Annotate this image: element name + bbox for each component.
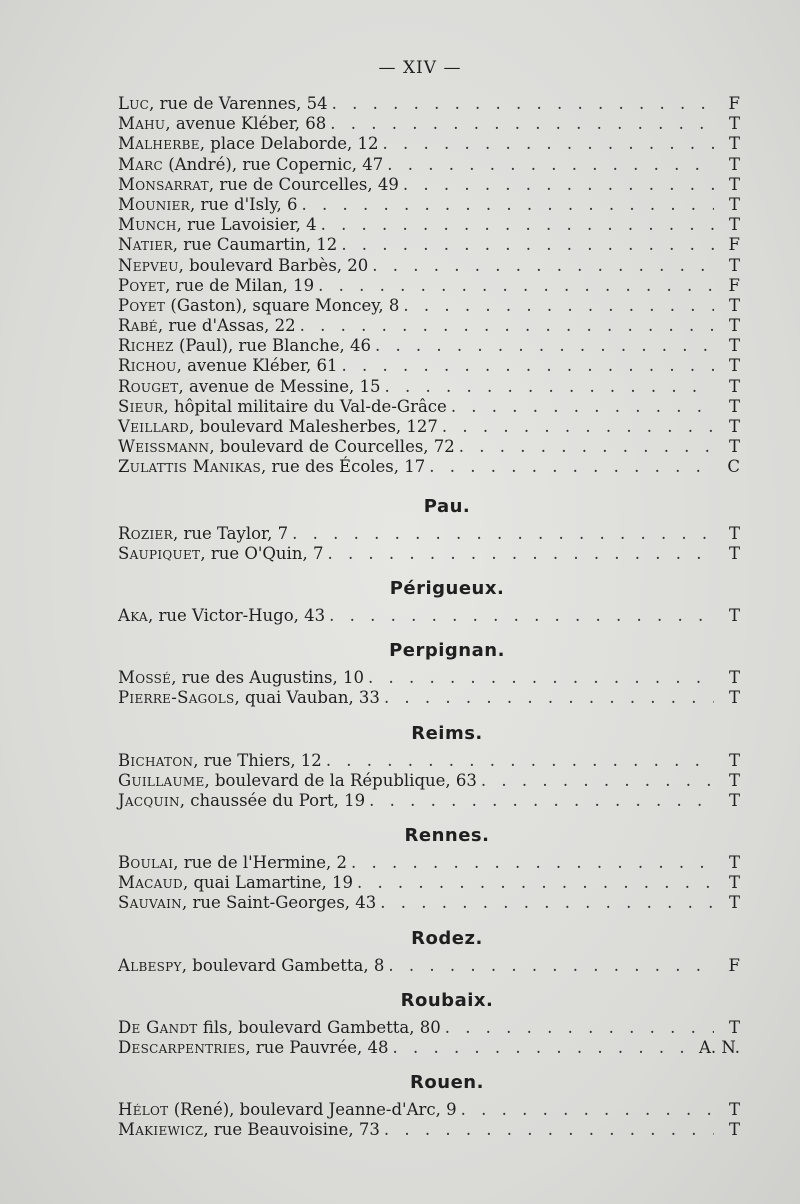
entry-address: rue Taylor, 7 <box>183 523 289 543</box>
dot-leader <box>388 956 714 976</box>
directory-entry: Monsarrat , rue de Courcelles, 49 . . . T <box>118 175 740 195</box>
entry-address: rue Saint-Georges, 43 <box>192 893 377 913</box>
dot-leader <box>380 893 714 913</box>
city-heading: Rodez. <box>411 927 483 949</box>
dot-leader <box>369 791 714 811</box>
dot-leader <box>375 336 714 356</box>
entry-name: Albespy <box>118 955 182 975</box>
page-number: — XIV — <box>378 58 462 78</box>
entry-code: T <box>728 356 740 376</box>
entry-name: Monsarrat <box>118 174 209 194</box>
entry-name: Munch <box>118 215 177 235</box>
entry-code: T <box>728 174 740 194</box>
entry-name: Jacquin <box>118 790 180 810</box>
entry-address: avenue de Messine, 15 <box>189 376 381 396</box>
directory-entry: Malherbe , place Delaborde, 12 . . . T <box>118 134 740 154</box>
directory-entry: Makiewicz , rue Beauvoisine, 73 . . . T <box>118 1120 740 1140</box>
dot-leader <box>392 1038 692 1058</box>
dot-leader <box>318 276 714 296</box>
dot-leader <box>332 94 714 114</box>
directory-entry: Veillard , boulevard Malesherbes, 127 . . . T <box>118 417 740 437</box>
entry-address: rue Lavoisier, 4 <box>187 215 317 235</box>
entry-code: F <box>728 94 740 113</box>
directory-entry: Richou , avenue Kléber, 61 . . . T <box>118 356 740 376</box>
entry-code: T <box>728 376 740 396</box>
entry-code: T <box>728 770 740 790</box>
directory-entry <box>118 155 740 175</box>
entry-name: Richou <box>118 356 177 376</box>
entry-name: Nepveu <box>118 255 179 275</box>
entry-name: Macaud <box>118 873 183 893</box>
directory-entry: Mounier , rue d'Isly, 6 . . . T <box>118 195 740 215</box>
dot-leader <box>321 215 714 235</box>
dot-leader <box>383 134 714 154</box>
dot-leader <box>292 524 714 544</box>
entry-code: T <box>728 750 740 770</box>
entry-address: rue d'Assas, 22 <box>168 316 296 336</box>
directory-entry: Rozier , rue Taylor, 7 . . . T <box>118 524 740 544</box>
entry-address: (René), boulevard Jeanne-d'Arc, 9 <box>173 1100 457 1120</box>
dot-leader <box>459 437 714 457</box>
directory-entry: Albespy , boulevard Gambetta, 8 . . . F <box>118 956 740 976</box>
entry-address: boulevard Barbès, 20 <box>189 255 369 275</box>
entry-name: Pierre-Sagols <box>118 688 235 708</box>
entry-address: boulevard de Courcelles, 72 <box>219 437 455 457</box>
city-heading: Reims. <box>411 722 483 744</box>
entry-code: A. N. <box>698 1038 740 1057</box>
entry-address: rue de Courcelles, 49 <box>219 174 399 194</box>
directory-entry: Nepveu , boulevard Barbès, 20 . . . T <box>118 256 740 276</box>
entry-code: T <box>728 215 740 235</box>
entry-name: Malherbe <box>118 134 200 154</box>
entry-address: (André), rue Copernic, 47 <box>168 154 384 174</box>
dot-leader <box>403 175 714 195</box>
entry-name: Mounier <box>118 194 190 214</box>
entry-address: (Paul), rue Blanche, 46 <box>178 336 371 356</box>
entry-address: boulevard de la République, 63 <box>215 770 477 790</box>
entry-address: quai Lamartine, 19 <box>193 873 353 893</box>
entry-address: fils, boulevard Gambetta, 80 <box>202 1017 441 1037</box>
directory-entry: Boulai , rue de l'Hermine, 2 . . . T <box>118 853 740 873</box>
entry-address: hôpital militaire du Val-de-Grâce <box>173 396 447 416</box>
entry-name: Zulattis Manikas <box>118 457 261 477</box>
entry-name: Aka <box>118 605 148 625</box>
directory-entry: Weissmann , boulevard de Courcelles, 72 . . . T <box>118 437 740 457</box>
entry-address: rue de Milan, 19 <box>175 275 315 295</box>
entry-address: rue Beauvoisine, 73 <box>213 1120 380 1140</box>
city-heading: Pau. <box>423 495 471 517</box>
city-heading: Rouen. <box>410 1072 484 1094</box>
dot-leader <box>384 688 714 708</box>
city-heading: Rennes. <box>404 825 490 847</box>
entry-name: Rouget <box>118 376 179 396</box>
directory-entry: Pierre-Sagols , quai Vauban, 33 . . . T <box>118 688 740 708</box>
entry-name: Rozier <box>118 523 173 543</box>
city-heading: Roubaix. <box>400 989 494 1011</box>
directory-entry: Aka , rue Victor-Hugo, 43 . . . T <box>118 606 740 626</box>
directory-entry: Zulattis Manikas , rue des Écoles, 17 . . . C <box>118 457 740 477</box>
entry-address: rue Caumartin, 12 <box>183 235 338 255</box>
dot-leader <box>445 1018 714 1038</box>
entry-name: Luc <box>118 94 150 113</box>
entry-address: avenue Kléber, 68 <box>175 114 327 134</box>
entry-name: Guillaume <box>118 770 205 790</box>
entry-name: Bichaton <box>118 750 194 770</box>
dot-leader <box>326 751 714 771</box>
directory-entry: Mossé , rue des Augustins, 10 . . . T <box>118 668 740 688</box>
entry-name: Hélot <box>118 1100 169 1120</box>
dot-leader <box>429 457 714 477</box>
dot-leader <box>329 606 714 626</box>
entry-code: T <box>728 605 740 625</box>
entry-code: T <box>728 853 740 873</box>
directory-entry: Saupiquet , rue O'Quin, 7 . . . T <box>118 544 740 564</box>
entry-code: T <box>728 154 740 174</box>
entry-name: Veillard <box>118 417 190 436</box>
directory-entry <box>118 1100 740 1120</box>
directory-entry: Rouget , avenue de Messine, 15 . . . T <box>118 377 740 397</box>
dot-leader <box>300 316 714 336</box>
entry-address: (Gaston), square Moncey, 8 <box>170 295 400 315</box>
entry-code: T <box>728 134 740 154</box>
directory-entry: Bichaton , rue Thiers, 12 . . . T <box>118 751 740 771</box>
entry-code: T <box>728 523 740 543</box>
entry-name: Descarpentries <box>118 1038 246 1057</box>
dot-leader <box>330 114 714 134</box>
entry-name: Natier <box>118 235 173 255</box>
entry-name: Mahu <box>118 114 166 134</box>
entry-code: T <box>728 873 740 893</box>
dot-leader <box>302 195 715 215</box>
dot-leader <box>385 377 714 397</box>
dot-leader <box>368 668 714 688</box>
entry-code: F <box>728 235 740 255</box>
entry-name: Boulai <box>118 853 174 873</box>
dot-leader <box>372 256 714 276</box>
entry-code: T <box>728 893 740 913</box>
directory-entry: Sauvain , rue Saint-Georges, 43 . . . T <box>118 893 740 913</box>
entry-code: T <box>728 437 740 457</box>
entry-code: T <box>728 543 740 563</box>
dot-leader <box>403 296 714 316</box>
entry-name: Makiewicz <box>118 1120 204 1140</box>
entry-address: boulevard Gambetta, 8 <box>192 955 385 975</box>
entry-name: Saupiquet <box>118 543 201 563</box>
dot-leader <box>442 417 714 437</box>
entry-code: F <box>728 275 740 295</box>
entry-code: T <box>728 114 740 134</box>
entry-code: T <box>728 295 740 315</box>
city-heading: Périgueux. <box>389 577 505 599</box>
dot-leader <box>351 853 714 873</box>
entry-name: Marc <box>118 154 163 174</box>
dot-leader <box>387 155 714 175</box>
directory-list <box>118 94 740 1141</box>
entry-address: rue des Écoles, 17 <box>271 457 426 477</box>
entry-code: T <box>728 688 740 708</box>
directory-entry: Mahu , avenue Kléber, 68 . . . T <box>118 114 740 134</box>
directory-entry: Jacquin , chaussée du Port, 19 . . . T <box>118 791 740 811</box>
entry-address: rue d'Isly, 6 <box>200 194 298 214</box>
directory-entry <box>118 336 740 356</box>
dot-leader <box>451 397 714 417</box>
entry-code: T <box>728 255 740 275</box>
directory-entry <box>118 1018 740 1038</box>
directory-entry: Guillaume , boulevard de la République, 63 . . . T <box>118 771 740 791</box>
entry-code: T <box>728 790 740 810</box>
entry-address: chaussée du Port, 19 <box>190 790 366 810</box>
entry-address: rue O'Quin, 7 <box>210 543 324 563</box>
directory-entry: Luc , rue de Varennes, 54 . . . F <box>118 94 740 114</box>
entry-code: T <box>728 1120 740 1140</box>
entry-code: T <box>728 396 740 416</box>
dot-leader <box>342 356 714 376</box>
dot-leader <box>341 235 714 255</box>
entry-address: avenue Kléber, 61 <box>187 356 338 376</box>
entry-name: Richez <box>118 336 174 356</box>
entry-name: De Gandt <box>118 1017 198 1037</box>
entry-code: T <box>728 1017 740 1037</box>
directory-entry <box>118 296 740 316</box>
entry-name: Poyet <box>118 275 166 295</box>
dot-leader <box>357 873 714 893</box>
entry-name: Poyet <box>118 295 166 315</box>
entry-name: Sauvain <box>118 893 182 913</box>
directory-entry: Sieur , hôpital militaire du Val-de-Grâce . . . T <box>118 397 740 417</box>
entry-code: T <box>728 417 740 436</box>
entry-code: T <box>728 194 740 214</box>
dot-leader <box>481 771 714 791</box>
directory-entry: Munch , rue Lavoisier, 4 . . . T <box>118 215 740 235</box>
directory-entry: Natier , rue Caumartin, 12 . . . F <box>118 235 740 255</box>
entry-code: T <box>728 1100 740 1120</box>
entry-name: Mossé <box>118 668 172 688</box>
entry-name: Rabé <box>118 316 158 336</box>
entry-code: T <box>728 668 740 688</box>
entry-code: T <box>728 316 740 336</box>
entry-address: rue Victor-Hugo, 43 <box>158 605 326 625</box>
entry-code: F <box>728 955 740 975</box>
directory-entry: Descarpentries , rue Pauvrée, 48 . . . A. N. <box>118 1038 740 1058</box>
dot-leader <box>461 1100 714 1120</box>
directory-entry: Macaud , quai Lamartine, 19 . . . T <box>118 873 740 893</box>
entry-address: rue Thiers, 12 <box>203 750 322 770</box>
entry-address: rue de Varennes, 54 <box>159 94 328 113</box>
directory-entry: Rabé , rue d'Assas, 22 . . . T <box>118 316 740 336</box>
entry-code: C <box>727 457 740 477</box>
entry-name: Weissmann <box>118 437 210 457</box>
dot-leader <box>384 1120 714 1140</box>
dot-leader <box>327 544 714 564</box>
entry-address: quai Vauban, 33 <box>245 688 380 708</box>
entry-code: T <box>728 336 740 356</box>
entry-address: rue Pauvrée, 48 <box>255 1038 389 1057</box>
entry-name: Sieur <box>118 396 164 416</box>
directory-entry: Poyet , rue de Milan, 19 . . . F <box>118 276 740 296</box>
entry-address: boulevard Malesherbes, 127 <box>199 417 438 436</box>
entry-address: place Delaborde, 12 <box>210 134 379 154</box>
entry-address: rue de l'Hermine, 2 <box>183 853 348 873</box>
city-heading: Perpignan. <box>389 640 505 662</box>
entry-address: rue des Augustins, 10 <box>181 668 364 688</box>
